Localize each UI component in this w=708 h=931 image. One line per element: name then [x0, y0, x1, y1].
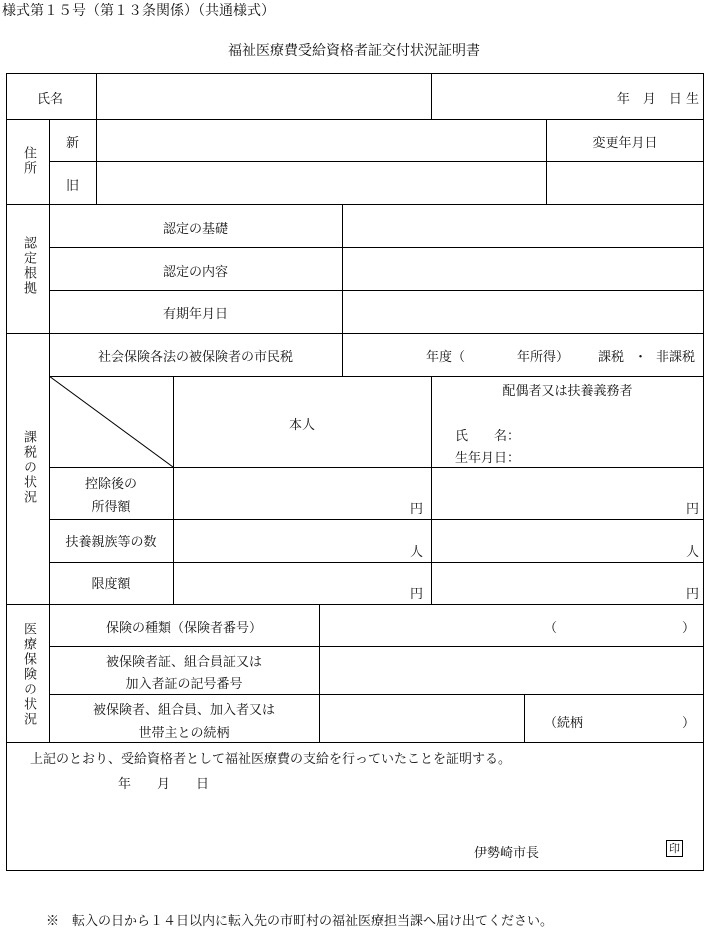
rule [342, 204, 343, 376]
name-label: 氏名 [37, 92, 64, 107]
income-label-line2: 所得額 [91, 500, 131, 515]
expiry-date-label: 有期年月日 [162, 307, 228, 322]
option-separator: ・ [634, 350, 648, 365]
relation-field-label: （続柄 [544, 716, 584, 731]
address-old-label: 旧 [66, 179, 80, 194]
rule [49, 467, 704, 468]
rule [319, 604, 320, 742]
rule [6, 604, 704, 605]
rule [6, 204, 704, 205]
rule [49, 694, 704, 695]
insurance-group-label: 医療保険の状況 [21, 622, 36, 727]
rule [6, 333, 704, 334]
spouse-name-label: 氏 名： [455, 429, 521, 444]
rule [49, 290, 704, 291]
card-number-label-line2: 加入者証の記号番号 [125, 677, 243, 692]
yen-unit: 円 [410, 502, 424, 517]
rule [431, 376, 432, 604]
paren-close: ） [682, 621, 696, 636]
seal-stamp: 印 [666, 840, 683, 857]
rule [173, 376, 174, 604]
rule [49, 519, 704, 520]
relation-close: ） [682, 716, 696, 731]
person-unit: 人 [410, 545, 424, 560]
insurance-type-label: 保険の種類（保険者番号） [105, 621, 262, 636]
yen-unit: 円 [686, 587, 700, 602]
form-number-label: 様式第１５号（第１３条関係）（共通様式） [2, 3, 275, 19]
certification-content-label: 認定の内容 [162, 265, 228, 280]
diagonal-line [49, 376, 173, 467]
taxed-option[interactable]: 課税 [598, 350, 625, 365]
yen-unit: 円 [410, 587, 424, 602]
new-address-field[interactable] [97, 120, 545, 160]
yen-unit: 円 [686, 502, 700, 517]
rule [431, 73, 432, 119]
rule [524, 694, 525, 742]
address-new-label: 新 [66, 136, 80, 151]
insured-tax-label: 社会保険各法の被保険者の市民税 [97, 350, 293, 365]
change-date-label: 変更年月日 [592, 136, 658, 151]
certification-statement: 上記のとおり、受給資格者として福祉医療費の支給を行っていたことを証明する。 [30, 752, 512, 767]
name-field[interactable] [96, 80, 430, 116]
document-title: 福祉医療費受給資格者証交付状況証明書 [228, 43, 480, 59]
old-address-field[interactable] [97, 162, 545, 203]
spouse-birth-label: 生年月日： [455, 451, 521, 466]
certification-group-label: 認定根拠 [21, 236, 36, 296]
limit-label: 限度額 [91, 577, 131, 592]
rule [49, 247, 704, 248]
rule [49, 646, 704, 647]
paren-open: （ [544, 621, 558, 636]
issue-date: 年 月 日 [118, 777, 210, 792]
rule [49, 562, 704, 563]
footnote: ※ 転入の日から１４日以内に転入先の市町村の福祉医療担当課へ届け出てください。 [46, 914, 554, 929]
tax-group-label: 課税の状況 [21, 430, 36, 505]
income-label-line1: 控除後の [84, 477, 137, 492]
relation-label-line1: 被保険者、組合員、加入者又は [92, 703, 275, 718]
spouse-column-header: 配偶者又は扶養義務者 [502, 384, 633, 399]
self-column-header: 本人 [288, 418, 315, 433]
mayor-title: 伊勢崎市長 [474, 846, 540, 861]
dependents-label: 扶養親族等の数 [65, 535, 157, 550]
certification-basis-label: 認定の基礎 [162, 222, 228, 237]
untaxed-option[interactable]: 非課税 [656, 350, 696, 365]
rule [6, 742, 704, 743]
fiscal-year-label: 年度（ 年所得） [426, 350, 570, 365]
address-group-label: 住所 [21, 146, 36, 176]
birth-date-label: 年 月 日 生 [616, 92, 699, 107]
card-number-label-line1: 被保険者証、組合員証又は [105, 655, 262, 670]
relation-label-line2: 世帯主との続柄 [138, 726, 230, 741]
person-unit: 人 [686, 545, 700, 560]
